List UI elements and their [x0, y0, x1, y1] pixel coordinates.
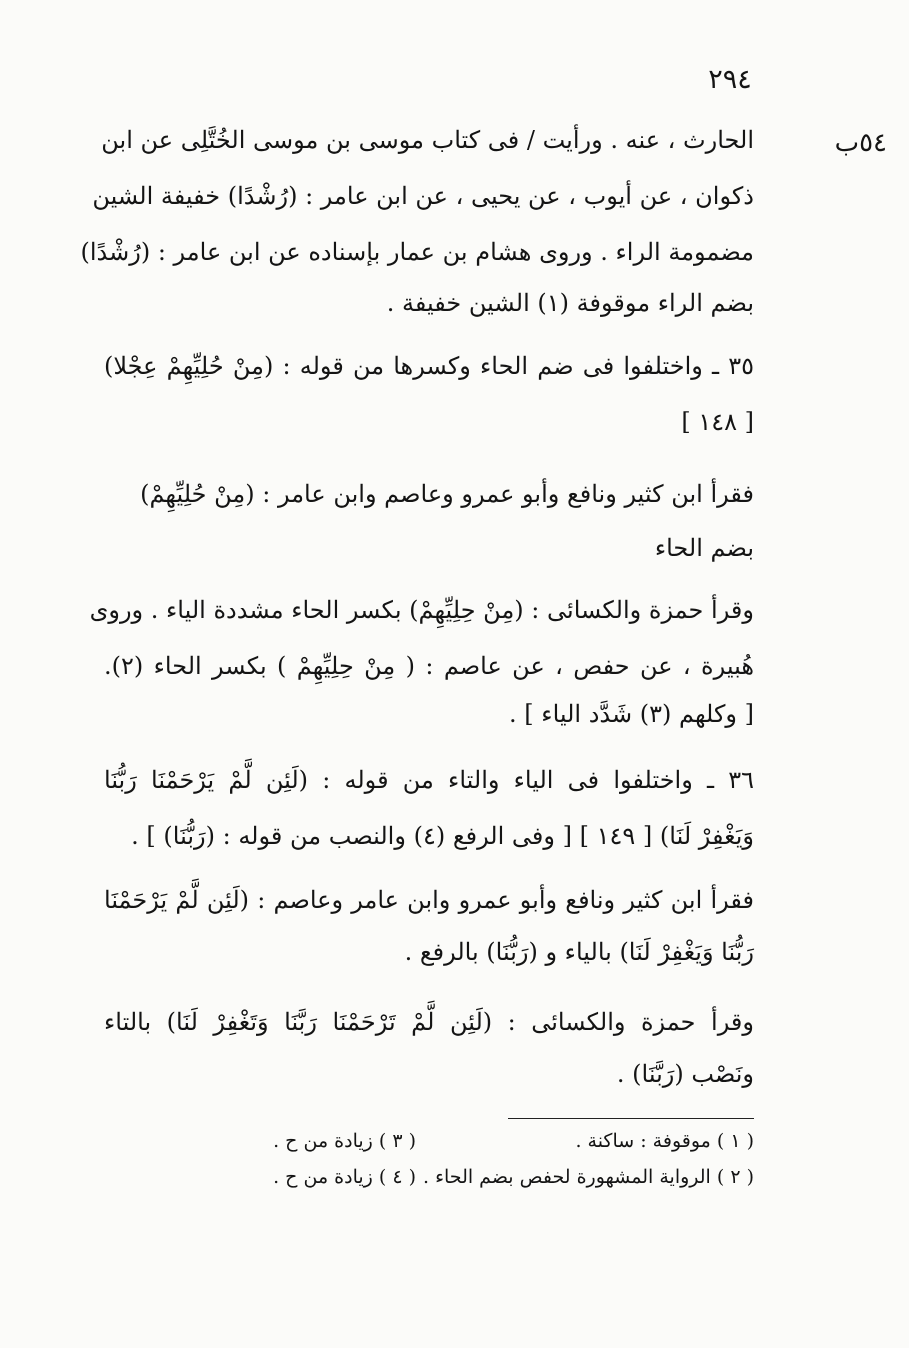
text-line: مضمومة الراء . وروى هشام بن عمار بإسناده عن ابن عامر : (رُشْدًا) — [80, 238, 754, 266]
text-line: ٣٦ ـ واختلفوا فى الياء والتاء من قوله : (لَئِن لَّمْ يَرْحَمْنَا رَبُّنَا — [104, 766, 754, 794]
section-35-heading — [104, 352, 754, 442]
footnote-2: ( ٢ ) الرواية المشهورة لحفص بضم الحاء . — [423, 1166, 754, 1188]
text-line: رَبُّنَا وَيَغْفِرْ لَنَا) بالياء و (رَبُّنَا) بالرفع . — [404, 938, 754, 966]
footnote-divider — [508, 1118, 754, 1119]
text-line: [ وكلهم (٣) شَدَّد الياء ] . — [509, 700, 754, 728]
text-line: وقرأ حمزة والكسائى : (مِنْ حِلِيِّهِمْ) بكسر الحاء مشددة الياء . وروى — [89, 596, 754, 624]
text-line: بضم الراء موقوفة (١) الشين خفيفة . — [386, 289, 754, 317]
text-line: فقرأ ابن كثير ونافع وأبو عمرو وعاصم وابن عامر : (مِنْ حُلِيِّهِمْ) — [140, 480, 754, 508]
margin-folio-marker: ٥٤ب — [834, 128, 887, 158]
paragraph-7 — [104, 1008, 754, 1108]
text-line: ونَصْب (رَبَّنَا) . — [616, 1060, 754, 1088]
section-36-heading — [104, 766, 754, 866]
text-line: بضم الحاء — [654, 534, 754, 562]
footnote-1: ( ١ ) موقوفة : ساكنة . — [575, 1130, 754, 1152]
text-line: وَيَغْفِرْ لَنَا) [ ١٤٩ ] [ وفى الرفع (٤) والنصب من قوله : (رَبُّنَا) ] . — [131, 822, 754, 850]
footnote-3: ( ٣ ) زيادة من ح . — [273, 1130, 416, 1152]
page-number: ٢٩٤ — [708, 64, 752, 95]
paragraph-4 — [89, 596, 754, 746]
text-line: فقرأ ابن كثير ونافع وأبو عمرو وابن عامر وعاصم : (لَئِن لَّمْ يَرْحَمْنَا — [104, 886, 754, 914]
text-line: ٣٥ ـ واختلفوا فى ضم الحاء وكسرها من قوله : (مِنْ حُلِيِّهِمْ عِجْلا) — [104, 352, 754, 380]
text-line: ذكوان ، عن أيوب ، عن يحيى ، عن ابن عامر : (رُشْدًا) خفيفة الشين — [92, 182, 754, 210]
paragraph-6 — [104, 886, 754, 986]
text-line: الحارث ، عنه . ورأيت / فى كتاب موسى بن موسى الخُتَّلِى عن ابن — [101, 126, 754, 154]
text-line: وقرأ حمزة والكسائى : (لَئِن لَّمْ تَرْحَمْنَا رَبَّنَا وَتَغْفِرْ لَنَا) بالتاء — [104, 1008, 754, 1036]
text-line: هُبيرة ، عن حفص ، عن عاصم : ( مِنْ حِلِيِّهِمْ ) بكسر الحاء (٢). — [104, 652, 754, 680]
verse-number: [ ١٤٨ ] — [681, 408, 754, 436]
footnote-4: ( ٤ ) زيادة من ح . — [273, 1166, 416, 1188]
paragraph-3 — [104, 480, 754, 570]
paragraph-1 — [80, 126, 754, 317]
